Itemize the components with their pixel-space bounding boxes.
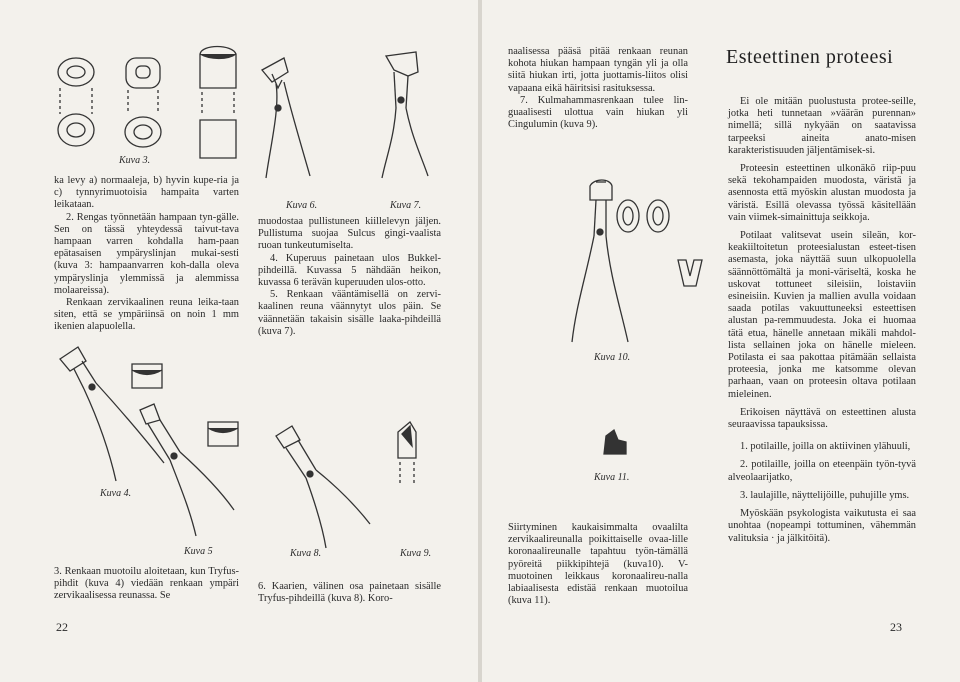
paragraph: Proteesin esteettinen ulkonäkö riip-puu sekä tekohampaiden muodosta, väristä ja asennosta että myöskin alustan muodosta ja väristä. Esillä olevassa työssä käsitellään vain viimek-simainittuja seikkoja. xyxy=(728,163,916,223)
page-number-left: 22 xyxy=(56,620,68,634)
kuva-11-tooth-drawing xyxy=(600,428,630,458)
left-page xyxy=(0,0,478,682)
list-item: Myöskään psykologista vaikutusta ei saa unohtaa (nopeampi tottuminen, vähemmän valituksia · ja jälkitöitä). xyxy=(728,508,916,544)
page-title: Esteettinen proteesi xyxy=(726,46,894,68)
right-column1-top-text xyxy=(508,46,688,131)
right-column1-bottom-text: Siirtyminen kaukaisimmalta ovaalilta zervikaalireunalla poikittaiselle ovaa-lille koronaalireunalle tapahtuu työn-tämällä pyöreitä piikkipihtejä (kuva10). V-muotoinen leikkaus koronaalireu-nalla labiaalisesta edistää renkaan muotoilua (kuva 11). xyxy=(508,522,688,607)
kuva-10-v-cut-drawing xyxy=(674,254,704,294)
caption-kuva-10: Kuva 10. xyxy=(594,352,631,363)
list-item: 3. laulajille, näyttelijöille, puhujille yms. xyxy=(740,489,910,501)
list-item: 1. potilaille, joilla on aktiivinen ylähuuli, xyxy=(740,441,911,453)
caption-kuva-8: Kuva 8. xyxy=(290,548,322,559)
paragraph: 5. Renkaan vääntämisellä on zervi-kaalinen reuna väännytyt ulos päin. Se väännetään takaisin sisälle laaka-pihdeillä (kuva 7). xyxy=(258,289,441,337)
right-column2-text xyxy=(728,96,916,545)
kuva-6-pliers xyxy=(258,48,338,188)
paragraph: 7. Kulmahammasrenkaan tulee lin-guaalisesti ulottua vain hiukan yli Cingulumin (kuva 9). xyxy=(508,94,688,131)
paragraph: ka levy a) normaaleja, b) hyvin kupe-ria ja c) tynnyrimuotoisia hampaita varten leikataan. xyxy=(54,175,239,211)
kuva-5-ring-drawing xyxy=(204,418,244,452)
kuva-4-ring-drawing xyxy=(128,360,168,394)
caption-kuva-6: Kuva 6. xyxy=(286,200,318,211)
kuva-3-tooth-drawings xyxy=(50,40,250,170)
kuva-9-tooth-drawing xyxy=(392,418,422,488)
paragraph: 2. Rengas työnnetään hampaan tyn-gälle. Sen on tässä yhteydessä taivut-tava hampaan varren kohdalla ham-paan epätasaisen ympäryslinjan mukai-sesti (kuva 3: hampaanvarren koh-dalla oleva ympäryslinja ylemmissä ja alemmissa molaareissa). xyxy=(54,211,239,296)
page-number-right: 23 xyxy=(890,620,902,634)
kuva-7-pliers xyxy=(372,48,452,188)
kuva-8-pliers xyxy=(266,420,376,550)
paragraph: Potilaat valitsevat usein sileän, kor-keakiiltoitetun proteesialustan esteet-tisen asemasta, joka näyttää suun ulkopuolella säännöttömältä ja moni-väriseltä, koska he uskovat tottuneet sileisiin, loistaviin esineisiin. Kuvien ja mallien avulla voidaan saada potilas vakuuttuneeksi esteettisen alustan pa-remmuudesta. Joka ei huomaa tätä etua, hänelle annetaan mikäli mahdol-lista sellainen joka on hänelle mieleen. Potilasta ei saa pakottaa pitämään sellaista proteesia, jonka me katsomme olevan parhaan, vaan on proteesin oltava potilaan mieleinen. xyxy=(728,230,916,400)
left-column2-bottom-text: 6. Kaarien, välinen osa painetaan sisälle Tryfus-pihdeillä (kuva 8). Koro- xyxy=(258,581,441,605)
list-item: 2. potilaille, joilla on eteenpäin työn-tyvä alveolaarijatko, xyxy=(728,459,916,483)
paragraph: Erikoisen näyttävä on esteettinen alusta seuraavissa tapauksissa. xyxy=(728,406,916,431)
left-column2-text xyxy=(258,216,441,338)
kuva-10-ring-drawings xyxy=(614,196,674,240)
caption-kuva-3: Kuva 3. xyxy=(119,155,151,166)
paragraph: 4. Kuperuus painetaan ulos Bukkel-pihdeillä. Kuvassa 5 nähdään heikon, kuvassa 6 terävän kuperuuden ulos-otto. xyxy=(258,252,441,289)
paragraph: Renkaan zervikaalinen reuna leika-taan siten, että se ympäriinsä on noin 1 mm ikenien alapuolella. xyxy=(54,297,239,333)
caption-kuva-9: Kuva 9. xyxy=(400,548,432,559)
right-page xyxy=(482,0,960,682)
left-column1-top-text xyxy=(54,175,239,334)
caption-kuva-5: Kuva 5 xyxy=(184,546,213,557)
paragraph: Ei ole mitään puolustusta protee-seille, jotka heti tunnetaan »väärän purennan» nimellä; sillä nykyään on saatavissa tarpeeksi aineita anato-misen karakteristisuuden jäljentämisek-si. xyxy=(728,96,916,156)
paragraph: muodostaa pullistuneen kiillelevyn jäljen. Pullistuma suojaa Sulcus gingi-vaalista ruoan tunkeutumiselta. xyxy=(258,216,441,252)
left-column1-bottom-text: 3. Renkaan muotoilu aloitetaan, kun Tryfus-pihdit (kuva 4) viedään renkaan ympäri zervikaalisessa reunassa. Se xyxy=(54,566,239,602)
caption-kuva-7: Kuva 7. xyxy=(390,200,422,211)
paragraph: naalisessa pääsä pitää renkaan reunan kohota hiukan hampaan tyngän yli ja olla siitä hiukan irti, jotta juottamis-liitos olisi vapaana eikä häiritsisi rasituksessa. xyxy=(508,46,688,94)
caption-kuva-4: Kuva 4. xyxy=(100,488,132,499)
caption-kuva-11: Kuva 11. xyxy=(594,472,630,483)
